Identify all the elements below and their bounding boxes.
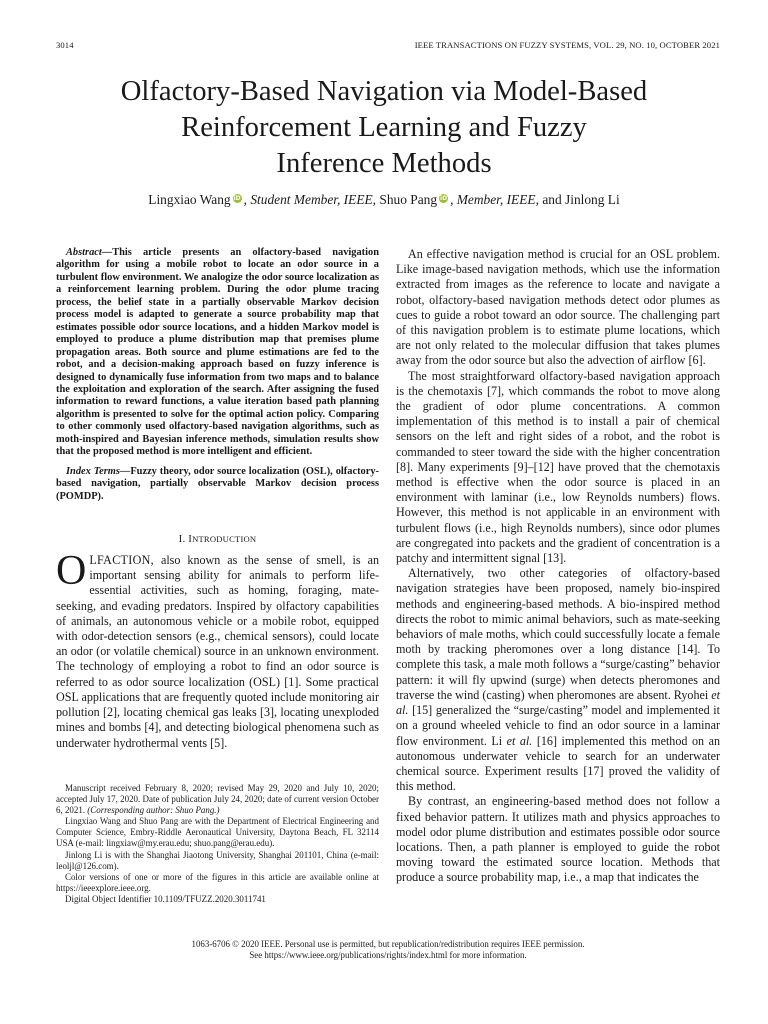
footnote-affiliation-2: Jinlong Li is with the Shanghai Jiaotong University, Shanghai 201101, China (e-mail: leoljl@126.com). bbox=[56, 849, 379, 871]
index-terms-text: Fuzzy theory, odor source localization (OSL), olfactory-based navigation, partially observable Markov decision process (POMDP). bbox=[56, 465, 379, 502]
author-conjunction: and bbox=[542, 192, 562, 207]
right-column bbox=[396, 247, 720, 886]
paragraph: By contrast, an engineering-based method does not follow a fixed behavior pattern. It utilizes math and physics approaches to model odor plume distribution and estimates possible odor source locations. Then, a path planner is employed to guide the robot moving toward the estimated source location. Methods that produce a source probability map, i.e., a map that indicates the bbox=[396, 794, 720, 885]
footnote-color: Color versions of one or more of the figures in this article are available online at https://ieeexplore.ieee.org. bbox=[56, 871, 379, 893]
author-name: Jinlong Li bbox=[565, 192, 620, 207]
intro-text: also known as the sense of smell, is an important sensing ability for animals to perform life-essential activities, such as homing, foraging, mate-seeking, and evading predators. Inspired by olfactory capabilities of animals, an autonomous vehicle or a mobile robot, equipped with odor-detection sensors (e.g., chemical sensors), could locate an odor (or volatile chemical) source in an unknown environment. The technology of employing a robot to find an odor source is referred to as odor source localization (OSL) [1]. Some practical OSL applications that are frequently quoted include monitoring air pollution [2], locating chemical gas leaks [3], locating unexploded mines and bombs [4], and detecting biological phenomena such as underwater hydrothermal vents [5]. bbox=[56, 553, 379, 750]
section-title-rest: NTRODUCTION bbox=[192, 534, 257, 545]
author-role: Student Member, IEEE, bbox=[250, 192, 377, 207]
footnotes bbox=[56, 783, 379, 905]
paragraph-text: Alternatively, two other categories of olfactory-based navigation strategies have been proposed, namely bio-inspired methods and engineering-based methods. A bio-inspired method directs the robot to mimic animal behaviors, such as mate-seeking behaviors of male moths, which could successfully locate a female moth by tracking pheromones over a long distance [14]. To complete this task, a male moth follows a “surge/casting” behavior pattern: it will fly upwind (surge) when detects pheromones and traverse the wind (casting) when pheromones are absent. Ryohei bbox=[396, 566, 720, 702]
left-column bbox=[56, 247, 379, 751]
et-al: et al. bbox=[506, 733, 533, 748]
orcid-icon[interactable]: iD bbox=[233, 195, 241, 202]
et-al: et al. bbox=[396, 687, 720, 718]
author-name: Shuo Pang bbox=[379, 192, 438, 207]
drop-cap: O bbox=[56, 548, 87, 595]
footnote-affiliation-1: Lingxiao Wang and Shuo Pang are with the Department of Electrical Engineering and Computer Science, Embry-Riddle Aeronautical University, Daytona Beach, FL 32114 USA (e-mail: lingxiaw@my.erau.edu; shuo.pang@erau.edu). bbox=[56, 816, 379, 849]
author-line: Lingxiao Wang iD , Student Member, IEEE, Shuo Pang iD , Member, IEEE, and Jinlong Li bbox=[148, 192, 620, 207]
index-terms bbox=[56, 466, 379, 503]
author-role: Member, IEEE, bbox=[456, 192, 539, 207]
footnote-received-text: Manuscript received February 8, 2020; revised May 29, 2020 and July 10, 2020; accepted July 17, 2020. Date of publication July 24, 2020; date of current version October 6, 2021. bbox=[56, 783, 379, 816]
rights-line: See https://www.ieee.org/publications/rights/index.html for more information. bbox=[249, 950, 527, 960]
paragraph bbox=[396, 566, 720, 794]
index-terms-lead: Index Terms— bbox=[66, 465, 131, 477]
orcid-icon[interactable]: iD bbox=[440, 195, 448, 202]
author-name: Lingxiao Wang bbox=[148, 192, 231, 207]
abstract bbox=[56, 247, 379, 459]
copyright-footer bbox=[56, 939, 720, 961]
journal-name: IEEE TRANSACTIONS ON FUZZY SYSTEMS, VOL. 29, NO. 10, OCTOBER 2021 bbox=[414, 40, 720, 50]
paragraph-text: [16] implemented this method on an autonomous underwater vehicle to search for an underwater chemical source. Experiment results [17] proved the validity of this method. bbox=[396, 733, 721, 794]
page-number: 3014 bbox=[56, 40, 74, 50]
paragraph: An effective navigation method is crucial for an OSL problem. Like image-based navigation methods, which use the information extracted from images as the reference to locate and navigate a robot, olfactory-based navigation methods detect odor plumes as cues to guide a robot toward an odor source. The challenging part of this navigation problem is to estimate plume locations, which are not only related to the molecular diffusion that takes plumes away from the odor source but also the advection of airflow [6]. bbox=[396, 247, 720, 368]
title-line-2: Reinforcement Learning and Fuzzy bbox=[181, 112, 587, 143]
footnote-doi: Digital Object Identifier 10.1109/TFUZZ.2020.3011741 bbox=[65, 893, 266, 904]
intro-smallcaps: LFACTION, bbox=[89, 553, 154, 568]
paper-title bbox=[60, 74, 708, 182]
copyright-line: 1063-6706 © 2020 IEEE. Personal use is permitted, but republication/redistribution requires IEEE permission. bbox=[191, 939, 585, 949]
section-heading bbox=[56, 533, 379, 545]
intro-paragraph bbox=[56, 548, 379, 751]
section-numeral: I. bbox=[178, 533, 186, 546]
paragraph: The most straightforward olfactory-based navigation approach is the chemotaxis [7], which commands the robot to move along the gradient of odor plume concentrations. A common implementation of this method is to install a pair of chemical sensors on the left and right sides of a robot, and the robot is commanded to steer toward the side with the higher concentration [8]. Many experiments [9]–[12] have proved that the chemotaxis method is effective when the odor source is placed in an environment with laminar (i.e., low Reynolds numbers) flows. However, this method is not applicable in an environment with turbulent flows (i.e., high Reynolds numbers), since odor plumes are congregated into packets and the gradient of concentration is a patchy and intermittent signal [13]. bbox=[396, 368, 720, 566]
section-title-initial: I bbox=[188, 533, 193, 546]
footnote-received bbox=[56, 783, 379, 816]
footnote-corresponding: (Corresponding author: Shuo Pang.) bbox=[87, 805, 220, 816]
paragraph-text: [15] generalized the “surge/casting” model and implemented it on a ground wheeled vehicle to find an odor source in a laminar flow environment. Li bbox=[396, 703, 720, 748]
running-header bbox=[56, 40, 720, 50]
title-line-1: Olfactory-Based Navigation via Model-Based bbox=[120, 76, 648, 107]
abstract-text: This article presents an olfactory-based navigation algorithm for using a mobile robot to locate an odor source in a turbulent flow environment. We analogize the odor source localization as a reinforcement learning problem. During the odor plume tracing process, the belief state in a partially observable Markov decision process model is adapted to generate a source probability map that estimates possible odor source locations, and a hidden Markov model is employed to produce a plume distribution map that premises plume propagation areas. Both source and plume estimations are fed to the robot, and a decision-making approach based on fuzzy inference is designed to dynamically fuse information from two maps and to balance the exploitation and exploration of the search. After assigning the fused information to reward functions, a value iteration based path planning algorithm is presented to solve for the optimal action policy. Comparing to other commonly used olfactory-based navigation algorithms, such as moth-inspired and Bayesian inference methods, simulation results show that the proposed method is more intelligent and efficient. bbox=[56, 247, 379, 458]
abstract-lead: Abstract— bbox=[66, 247, 113, 258]
title-line-3: Inference Methods bbox=[276, 148, 492, 179]
